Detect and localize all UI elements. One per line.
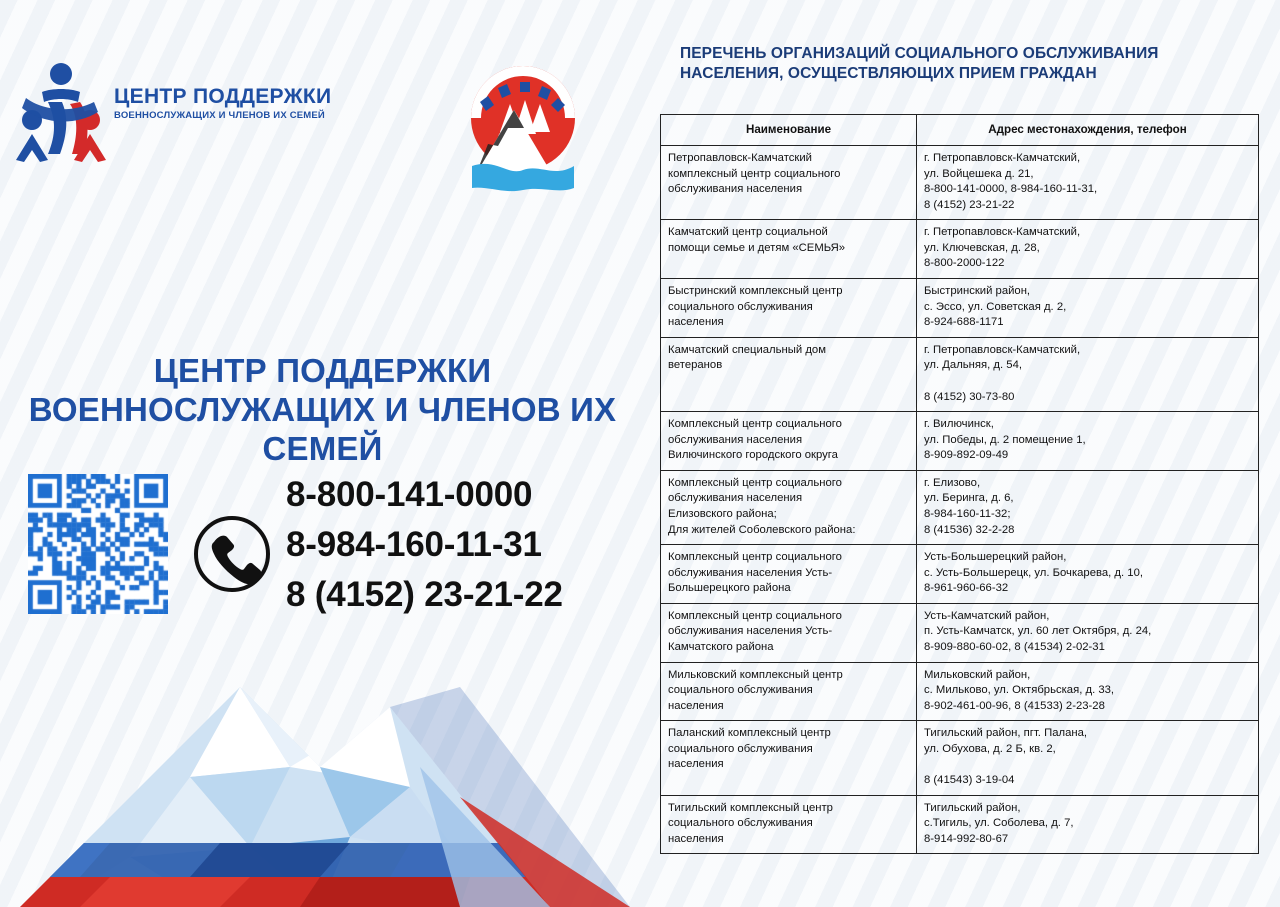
organization-name-line: социального обслуживания (668, 684, 813, 697)
organization-name-cell (661, 337, 917, 411)
organization-name-line: комплексный центр социального (668, 167, 841, 180)
organization-name-cell (661, 721, 917, 795)
organization-name-cell (661, 279, 917, 338)
organization-address-line: 8-902-461-00-96, 8 (41533) 2-23-28 (924, 699, 1105, 712)
column-header-name: Наименование (661, 115, 917, 146)
organization-name-line: Вилючинского городского округа (668, 449, 838, 462)
organization-address-line: 8-914-992-80-67 (924, 832, 1009, 845)
organization-name-line: Комплексный центр социального (668, 418, 842, 431)
organization-address-line: с.Тигиль, ул. Соболева, д. 7, (924, 817, 1074, 830)
organization-address-line: Тигильский район, (924, 801, 1021, 814)
organization-name-cell (661, 412, 917, 471)
table-row (661, 662, 1259, 721)
organization-address-line: Усть-Большерецкий район, (924, 551, 1067, 564)
table-row (661, 795, 1259, 854)
organization-name-line: Камчатский специальный дом (668, 343, 826, 356)
headline-line-1: ЦЕНТР ПОДДЕРЖКИ (153, 352, 492, 389)
table-row (661, 470, 1259, 544)
mountain-flag-graphic (0, 647, 670, 907)
organization-address-line: Усть-Камчатский район, (924, 609, 1050, 622)
organization-address-line: с. Мильково, ул. Октябрьская, д. 33, (924, 684, 1115, 697)
organization-name-line: населения (668, 316, 724, 329)
organization-address-line: г. Елизово, (924, 476, 981, 489)
organization-name-line: обслуживания населения (668, 492, 803, 505)
organization-address-line: ул. Ключевская, д. 28, (924, 241, 1040, 254)
organization-address-cell (917, 662, 1259, 721)
organization-address-line: Тигильский район, пгт. Палана, (924, 727, 1088, 740)
organization-name-line: ветеранов (668, 359, 723, 372)
column-header-address: Адрес местонахождения, телефон (917, 115, 1259, 146)
organization-name-line: Комплексный центр социального (668, 476, 842, 489)
organization-name-line: Мильковский комплексный центр (668, 668, 843, 681)
organization-name-line: помощи семье и детям «СЕМЬЯ» (668, 241, 846, 254)
organization-name-line: населения (668, 758, 724, 771)
organization-name-cell (661, 603, 917, 662)
phone-number-3: 8 (4152) 23-21-22 (286, 575, 563, 615)
organizations-table (660, 114, 1259, 854)
organization-address-cell (917, 145, 1259, 219)
kamchatka-coat-of-arms-icon (462, 62, 584, 192)
table-row (661, 220, 1259, 279)
table-row (661, 337, 1259, 411)
organization-address-line: г. Петропавловск-Камчатский, (924, 151, 1081, 164)
brand-subtitle: ВОЕННОСЛУЖАЩИХ И ЧЛЕНОВ ИХ СЕМЕЙ (114, 110, 325, 122)
organization-name-line: социального обслуживания (668, 817, 813, 830)
qr-code-canvas (28, 474, 168, 614)
organization-address-line: 8-800-141-0000, 8-984-160-11-31, (924, 183, 1098, 196)
organization-name-line: обслуживания населения (668, 183, 803, 196)
organization-name-line: Елизовского района; (668, 507, 777, 520)
table-row (661, 603, 1259, 662)
organization-address-line: 8 (41536) 32-2-28 (924, 523, 1015, 536)
phone-handset-icon (190, 512, 274, 596)
organization-address-line: ул. Беринга, д. 6, (924, 492, 1014, 505)
organization-address-line: ул. Победы, д. 2 помещение 1, (924, 433, 1086, 446)
organization-address-line: 8-800-2000-122 (924, 257, 1005, 270)
brand-logo (12, 58, 352, 178)
organization-name-cell (661, 145, 917, 219)
right-panel (660, 0, 1280, 907)
organization-name-cell (661, 220, 917, 279)
brand-title: ЦЕНТР ПОДДЕРЖКИ (114, 85, 332, 108)
phone-number-1: 8-800-141-0000 (286, 475, 533, 514)
organization-name-line: социального обслуживания (668, 300, 813, 313)
organization-name-line: обслуживания населения (668, 433, 803, 446)
phone-number-2: 8-984-160-11-31 (286, 525, 542, 565)
three-people-star-icon (12, 58, 120, 168)
organization-name-line: Комплексный центр социального (668, 551, 842, 564)
organization-name-cell (661, 795, 917, 854)
document-title: ПЕРЕЧЕНЬ ОРГАНИЗАЦИЙ СОЦИАЛЬНОГО ОБСЛУЖИВАНИЯ НАСЕЛЕНИЯ, ОСУЩЕСТВЛЯЮЩИХ ПРИЕМ ГРАЖДАН (680, 45, 1159, 83)
organization-name-line: обслуживания населения Усть- (668, 625, 833, 638)
organization-address-cell (917, 721, 1259, 795)
table-row (661, 721, 1259, 795)
organization-name-line: Большерецкого района (668, 582, 791, 595)
headline-line-2: ВОЕННОСЛУЖАЩИХ И ЧЛЕНОВ ИХ СЕМЕЙ (28, 390, 617, 467)
phone-numbers (286, 470, 636, 620)
organization-address-line: 8-909-892-09-49 (924, 449, 1009, 462)
organization-address-line: с. Усть-Большерецк, ул. Бочкарева, д. 10, (924, 566, 1143, 579)
organization-address-line: Мильковский район, (924, 668, 1031, 681)
organization-address-cell (917, 470, 1259, 544)
organization-address-cell (917, 603, 1259, 662)
table-row (661, 412, 1259, 471)
organization-address-line: 8 (4152) 23-21-22 (924, 198, 1015, 211)
organization-address-cell (917, 337, 1259, 411)
organization-name-cell (661, 662, 917, 721)
table-row (661, 279, 1259, 338)
organization-address-line: ул. Дальняя, д. 54, (924, 359, 1023, 372)
organization-address-line: 8-924-688-1171 (924, 316, 1004, 329)
organization-name-line: Для жителей Соболевского района: (668, 523, 856, 536)
organization-address-line: ул. Войцешека д. 21, (924, 167, 1034, 180)
organization-address-line: 8-961-960-66-32 (924, 582, 1009, 595)
organization-address-line: 8 (4152) 30-73-80 (924, 390, 1015, 403)
organization-address-cell (917, 412, 1259, 471)
organization-address-line: г. Петропавловск-Камчатский, (924, 226, 1081, 239)
organization-name-line: Тигильский комплексный центр (668, 801, 833, 814)
organization-name-cell (661, 470, 917, 544)
organization-name-line: населения (668, 832, 724, 845)
organization-address-line: 8-984-160-11-32; (924, 507, 1011, 520)
organization-name-line: социального обслуживания (668, 742, 813, 755)
organization-address-line: г. Петропавловск-Камчатский, (924, 343, 1081, 356)
organization-address-line: 8 (41543) 3-19-04 (924, 774, 1015, 787)
organization-name-line: Петропавловск-Камчатский (668, 151, 812, 164)
organization-address-line: с. Эссо, ул. Советская д. 2, (924, 300, 1067, 313)
organization-name-line: Камчатского района (668, 641, 774, 654)
organization-address-cell (917, 279, 1259, 338)
organization-name-line: Камчатский центр социальной (668, 226, 828, 239)
page-title (0, 352, 645, 469)
organization-name-line: обслуживания населения Усть- (668, 566, 833, 579)
organization-address-line: г. Вилючинск, (924, 418, 994, 431)
organization-address-line (924, 757, 1251, 773)
organization-address-line: 8-909-880-60-02, 8 (41534) 2-02-31 (924, 641, 1105, 654)
organization-name-line: Быстринский комплексный центр (668, 285, 843, 298)
table-row (661, 545, 1259, 604)
organization-address-line (924, 374, 1251, 390)
organization-address-line: Быстринский район, (924, 285, 1031, 298)
organization-name-cell (661, 545, 917, 604)
table-header-row (661, 115, 1259, 146)
organization-name-line: Комплексный центр социального (668, 609, 842, 622)
organization-address-cell (917, 545, 1259, 604)
organization-name-line: населения (668, 699, 724, 712)
qr-code-icon[interactable] (28, 474, 168, 614)
organization-address-cell (917, 795, 1259, 854)
table-row (661, 145, 1259, 219)
table-body (661, 145, 1259, 853)
brand-logo-text (114, 86, 354, 121)
organization-address-cell (917, 220, 1259, 279)
organization-name-line: Паланский комплексный центр (668, 727, 831, 740)
organization-address-line: п. Усть-Камчатск, ул. 60 лет Октября, д. 24, (924, 625, 1152, 638)
organization-address-line: ул. Обухова, д. 2 Б, кв. 2, (924, 742, 1056, 755)
